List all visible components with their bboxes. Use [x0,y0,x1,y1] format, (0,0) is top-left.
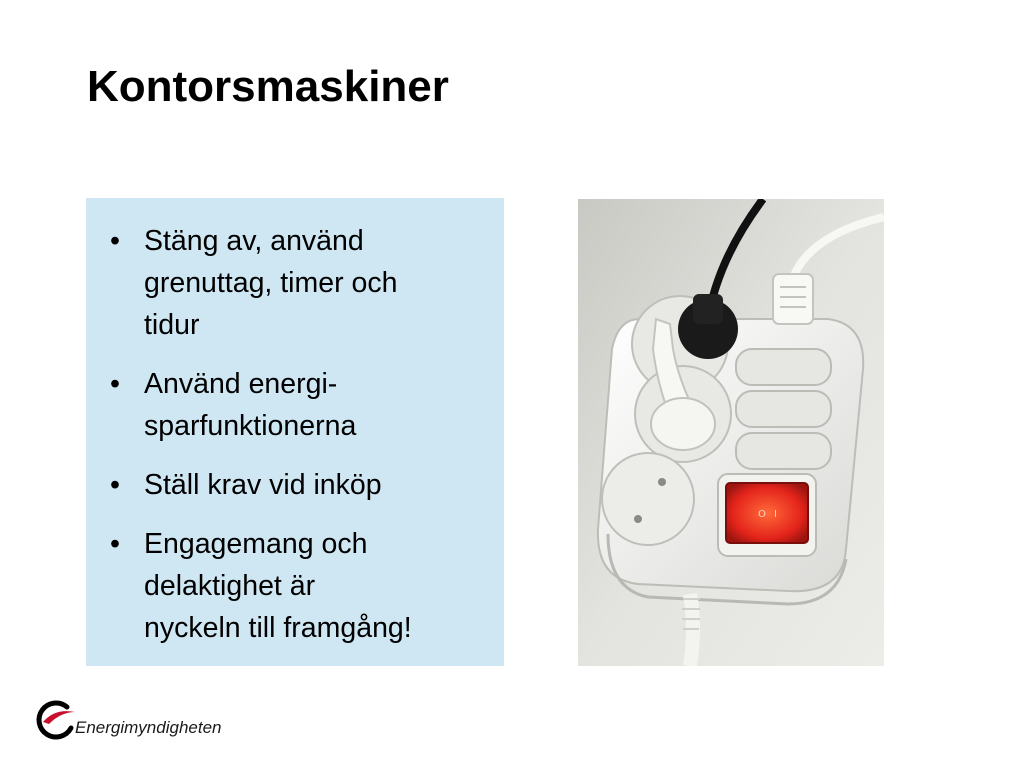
svg-text:I: I [774,509,777,520]
bullet-line: tidur [144,309,200,341]
bullet-list [106,220,484,649]
bullet-item [106,523,484,649]
bullet-item [106,220,484,346]
power-strip-photo [578,199,884,666]
bullet-dot: • [110,368,120,400]
logo-text: Energimyndigheten [75,718,222,737]
bullet-line: Ställ krav vid inköp [144,469,382,501]
bullet-line: Använd energi- [144,368,338,400]
bullet-line: Stäng av, använd [144,225,364,257]
bullet-line: nyckeln till framgång! [144,612,412,644]
svg-text:O: O [758,509,766,520]
slide-title: Kontorsmaskiner [87,62,449,111]
bullet-line: grenuttag, timer och [144,267,398,299]
bullet-line: Engagemang och [144,528,368,560]
power-strip-illustration [578,199,884,666]
bullet-line: sparfunktionerna [144,410,357,442]
bullet-line: delaktighet är [144,570,316,602]
bullet-dot: • [110,225,120,257]
bullet-textbox [86,198,504,666]
bullet-dot: • [110,528,120,560]
energimyndigheten-logo-icon [33,698,77,742]
bullet-item [106,464,484,506]
bullet-dot: • [110,469,120,501]
bullet-item [106,363,484,447]
energimyndigheten-logo [33,698,233,746]
